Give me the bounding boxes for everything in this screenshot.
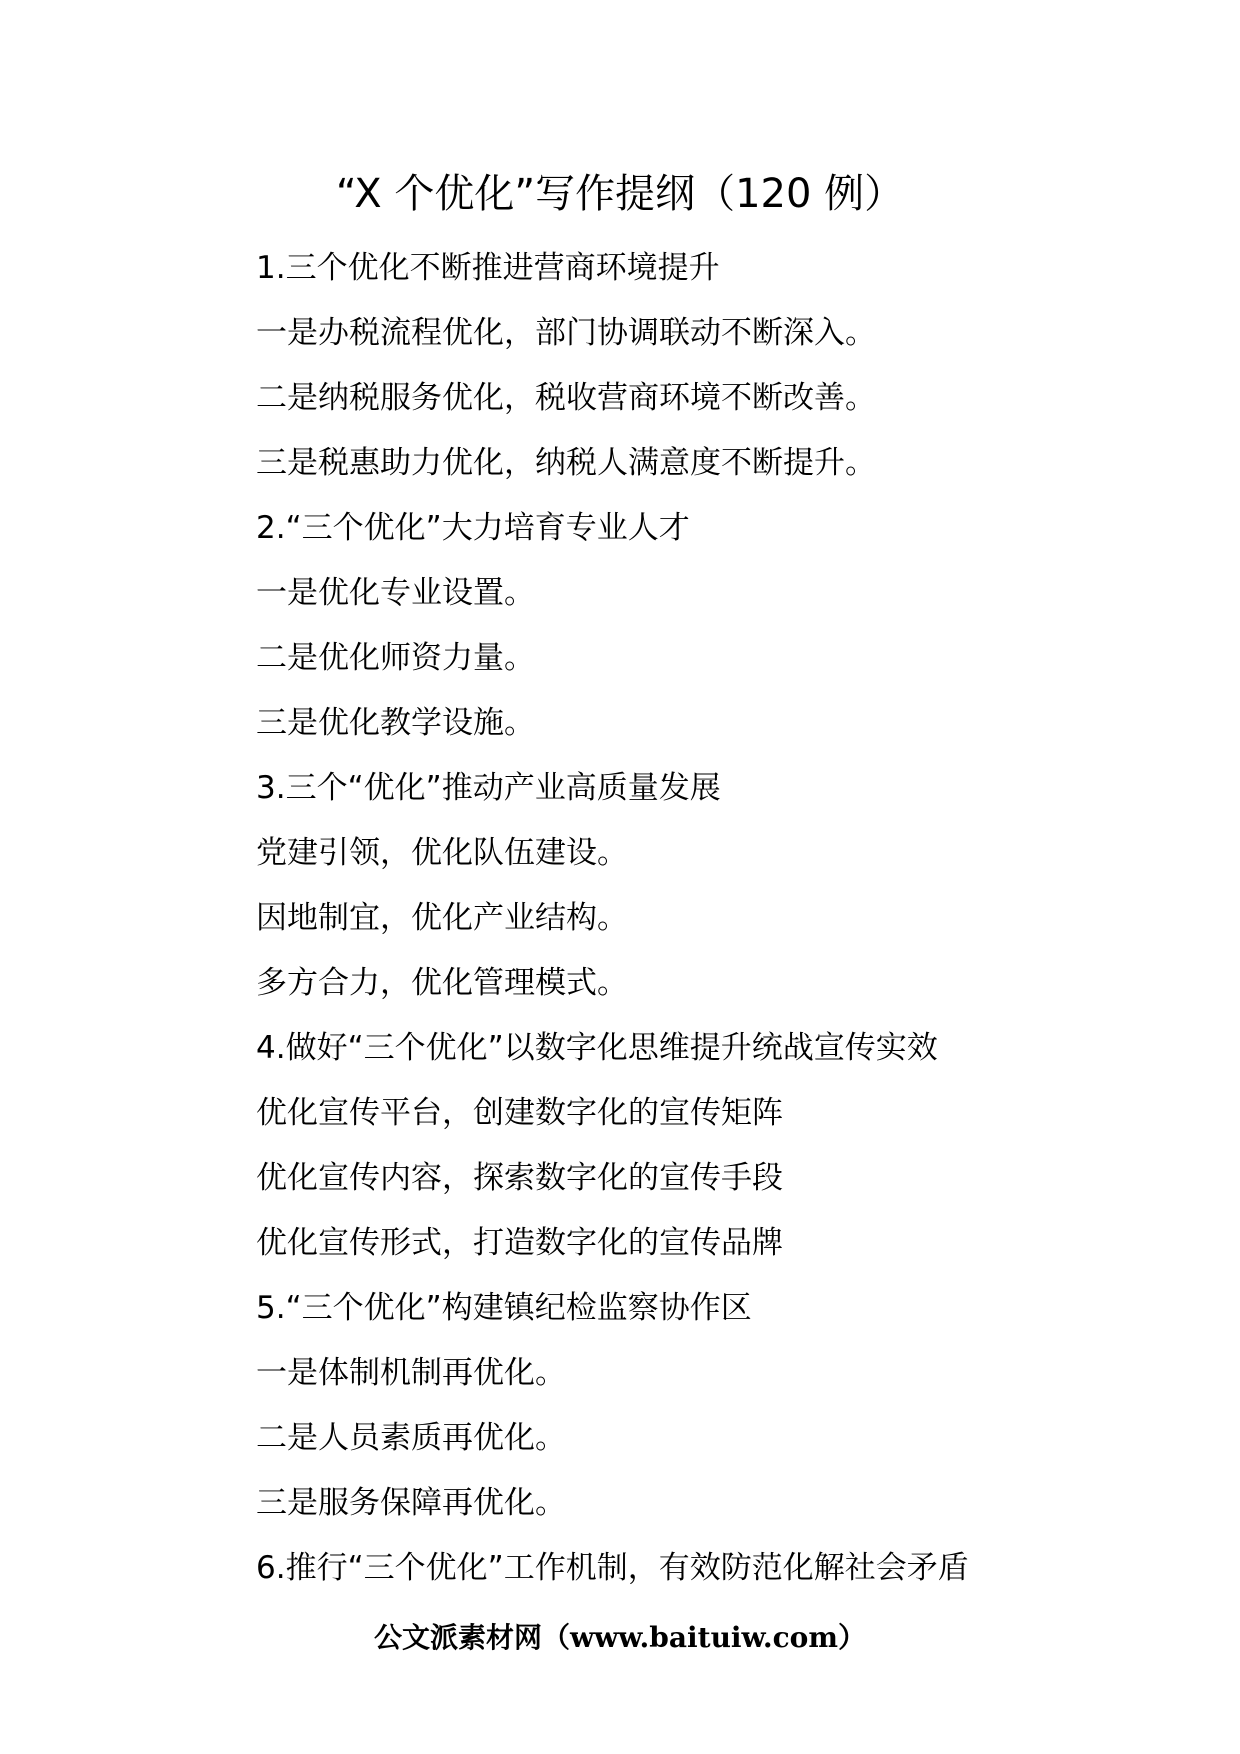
paragraph-line: 一是优化专业设置。 [256,575,535,611]
paragraph-line: 优化宣传平台，创建数字化的宣传矩阵 [256,1095,783,1131]
paragraph-line: 一是办税流程优化，部门协调联动不断深入。 [256,315,876,351]
paragraph-line: 优化宣传内容，探索数字化的宣传手段 [256,1160,783,1196]
page-footer-watermark: 公文派素材网（www.baituiw.com） [374,1621,866,1654]
paragraph-line: 二是纳税服务优化，税收营商环境不断改善。 [256,380,876,416]
heading-2: 2.“三个优化”大力培育专业人才 [256,510,690,546]
paragraph-line: 三是税惠助力优化，纳税人满意度不断提升。 [256,445,876,481]
heading-3: 3.三个“优化”推动产业高质量发展 [256,770,721,806]
heading-4: 4.做好“三个优化”以数字化思维提升统战宣传实效 [256,1030,938,1066]
heading-6: 6.推行“三个优化”工作机制，有效防范化解社会矛盾 [256,1550,969,1586]
paragraph-line: 三是优化教学设施。 [256,705,535,741]
paragraph-line: 因地制宜，优化产业结构。 [256,900,628,936]
paragraph-line: 三是服务保障再优化。 [256,1485,566,1521]
paragraph-line: 优化宣传形式，打造数字化的宣传品牌 [256,1225,783,1261]
paragraph-line: 二是人员素质再优化。 [256,1420,566,1456]
paragraph-line: 一是体制机制再优化。 [256,1355,566,1391]
heading-1: 1.三个优化不断推进营商环境提升 [256,250,720,286]
document-body [256,236,1156,1601]
heading-5: 5.“三个优化”构建镇纪检监察协作区 [256,1290,752,1326]
document-title: “X 个优化”写作提纲（120 例） [335,171,905,217]
paragraph-line: 二是优化师资力量。 [256,640,535,676]
paragraph-line: 党建引领，优化队伍建设。 [256,835,628,871]
paragraph-line: 多方合力，优化管理模式。 [256,965,628,1001]
